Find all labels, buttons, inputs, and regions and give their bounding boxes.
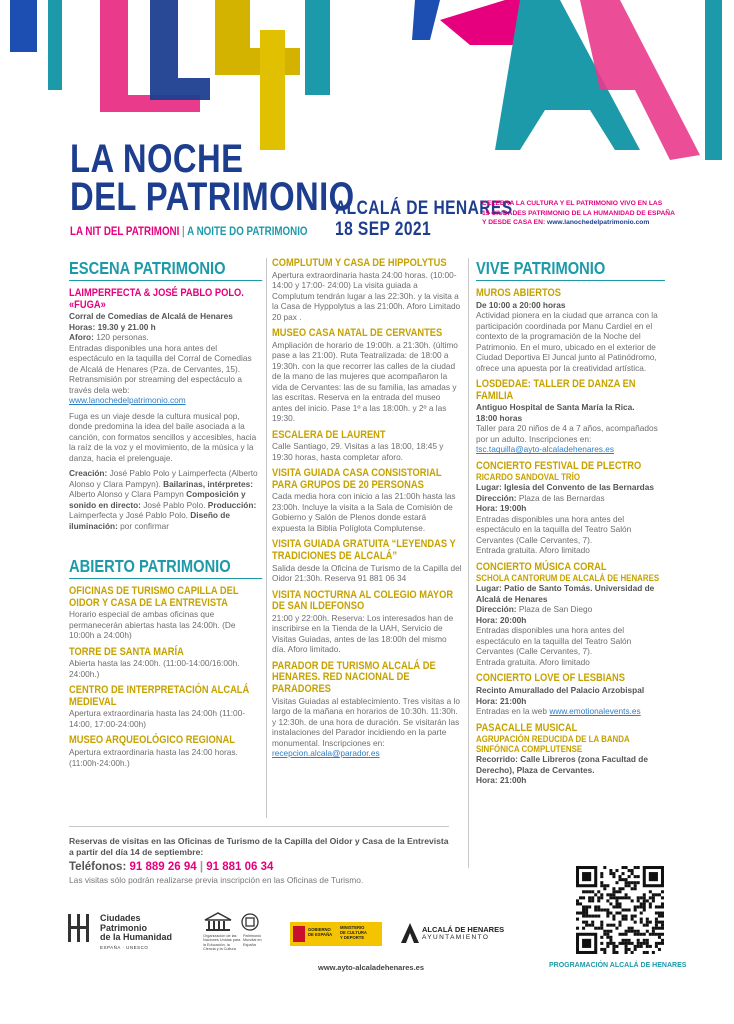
lesbians-hora: Hora: 21:00h bbox=[476, 695, 527, 706]
banner-teal-shape bbox=[305, 0, 330, 95]
escena-aforo: Aforo: 120 personas. bbox=[69, 332, 149, 343]
divider-left bbox=[266, 258, 267, 818]
coral-direccion: Dirección: Plaza de San Diego bbox=[476, 604, 593, 615]
banner-teal-bar bbox=[48, 0, 62, 90]
coral-subtitle: SCHOLA CANTORUM DE ALCALÁ DE HENARES bbox=[476, 573, 660, 584]
vive-section bbox=[476, 258, 664, 786]
losdedae-link[interactable]: tsc.taquilla@ayto-alcaladehenares.es bbox=[476, 444, 615, 455]
promo-line-3: Y DESDE CASA EN: www.lanochedelpatrimonio.com bbox=[482, 219, 650, 226]
world-heritage-icon bbox=[241, 913, 259, 931]
coral-title: CONCIERTO MÚSICA CORAL bbox=[476, 560, 607, 573]
losdedae-venue: Antiguo Hospital de Santa María la Rica. bbox=[476, 402, 635, 413]
vive-title: VIVE PATRIMONIO bbox=[476, 258, 665, 281]
ayuntamiento-line-1: ALCALÁ DE HENARES bbox=[422, 925, 505, 934]
middle-item-3-title: ESCALERA DE LAURENT bbox=[272, 428, 386, 441]
abierto-item-2-title: TORRE DE SANTA MARÍA bbox=[69, 645, 184, 658]
ministerio-line-2: DE CULTURA bbox=[340, 930, 367, 935]
plectro-text-2: Entrada gratuita. Aforo limitado bbox=[476, 545, 590, 556]
middle-item-7-text: Visitas Guiadas al establecimiento. Tres visitas a lo largo de la mañana en horarios de 10:30h. 11:30h. y 12:30h. de una hora de duración. Se visitarán las instalaciones del Parador incidiendo en la parte monumental. Inscripciones en: recepcion.alcala@parador.es bbox=[272, 695, 460, 759]
ciudades-line-3: de la Humanidad bbox=[100, 932, 173, 942]
escena-venue: Corral de Comedias de Alcalá de Henares bbox=[69, 311, 233, 322]
lesbians-text: Entradas en la web www.emotionalevents.es bbox=[476, 706, 641, 717]
abierto-section bbox=[69, 556, 261, 768]
abierto-title: ABIERTO PATRIMONIO bbox=[69, 556, 262, 579]
middle-item-6-text: 21:00 y 22:00h. Reserva: Los interesados han de inscribirse en la Tienda de la UAH, Servicio de Visitas Guiadas, antes de las 18:00h del mismo día. Aforo limitado. bbox=[272, 612, 454, 655]
lesbians-link[interactable]: www.emotionalevents.es bbox=[549, 706, 641, 717]
muros-hours: De 10:00 a 20:00 horas bbox=[476, 299, 566, 310]
losdedae-text: Taller para 20 niños de 4 a 7 años, acompañados por un adulto. Inscripciones en: bbox=[476, 423, 658, 444]
abierto-item-4-title: MUSEO ARQUEOLÓGICO REGIONAL bbox=[69, 734, 235, 747]
ayuntamiento-a-icon bbox=[400, 922, 420, 944]
abierto-item-1-title: OFICINAS DE TURISMO CAPILLA DEL OIDOR Y CASA DE LA ENTREVISTA bbox=[69, 585, 239, 609]
middle-item-2-text: Ampliación de horario de 19:00h. a 21:30h. (último pase a las 21:00). Ruta Teatralizada: de 18:00 a 19:30h. con la que recorrer las calles de la ciudad de la mano de las mujeres que acompañaron la vida de Cervantes: las de su familia, las amadas y las escritas. Reserva en la entrada del museo antes del inicio. Pase 1º a las 18:00h. y 2º a las 19:30. bbox=[272, 339, 458, 424]
banner-blue-block bbox=[10, 0, 37, 52]
footer-web[interactable]: www.ayto-alcaladehenares.es bbox=[318, 963, 425, 972]
ciudades-line-2: Patrimonio bbox=[100, 922, 148, 933]
abierto-item-2-text: Abierta hasta las 24:00h. (11:00-14:00/16:00h. 24:00h.) bbox=[69, 658, 240, 679]
divider-right bbox=[468, 258, 469, 868]
ciudades-emblem-icon bbox=[66, 912, 92, 944]
logo-unesco bbox=[203, 912, 278, 954]
parador-email-link[interactable]: recepcion.alcala@parador.es bbox=[272, 748, 380, 759]
pasacalle-subtitle: AGRUPACIÓN REDUCIDA DE LA BANDA SINFÓNICA COMPLUTENSE bbox=[476, 734, 630, 755]
footer-reservas bbox=[69, 836, 449, 886]
subtitle-galician: A NOITE DO PATRIMONIO bbox=[187, 226, 308, 238]
promo-line-1: CELEBRA LA CULTURA Y EL PATRIMONIO VIVO EN LAS bbox=[482, 200, 663, 207]
pasacalle-title: PASACALLE MUSICAL bbox=[476, 721, 578, 734]
title-line-1: LA NOCHE bbox=[70, 137, 244, 181]
logo-gobierno-ministerio bbox=[290, 922, 382, 946]
abierto-item-3-text: Apertura extraordinaria hasta las 24:00h (11:00-14:00, 17:00-24:00h) bbox=[69, 708, 246, 729]
subtitle-languages bbox=[70, 226, 308, 238]
phone-2[interactable]: 91 881 06 34 bbox=[206, 861, 274, 873]
reservas-text: Reservas de visitas en las Oficinas de Turismo de la Capilla del Oidor y Casa de la Entrevista a partir del día 14 de septiembre: bbox=[69, 836, 449, 857]
ciudades-line-1: Ciudades bbox=[100, 913, 141, 923]
banner-magenta-a bbox=[580, 0, 700, 160]
footer-note: Las visitas sólo podrán realizarse previa inscripción en las Oficinas de Turismo. bbox=[69, 875, 364, 885]
unesco-caption: Organización de las Naciones Unidas para la Educación, la Ciencia y la Cultura bbox=[203, 934, 241, 952]
ministerio-line-3: Y DEPORTE bbox=[340, 935, 365, 940]
middle-item-2-title: MUSEO CASA NATAL DE CERVANTES bbox=[272, 327, 443, 340]
logo-ayuntamiento bbox=[400, 920, 505, 950]
plectro-text: Entradas disponibles una hora antes del espectáculo en la taquilla del Teatro Salón Cervantes (Calle Cervantes, 7). bbox=[476, 513, 632, 545]
middle-item-4-text: Cada media hora con inicio a las 21:00h hasta las 23:00h. Incluye la visita a la Sala de Comisión de Gobierno y Salón de Plenos donde estará expuesta la Biblia Políglota Complutense. bbox=[272, 491, 456, 533]
subtitle-catalan: LA NIT DEL PATRIMONI bbox=[70, 226, 180, 238]
abierto-item-1-text: Horario especial de ambas oficinas que permanecerán abiertas hasta las 24:00h. (De 10:00h a 24:00h) bbox=[69, 609, 236, 641]
coral-hora: Hora: 20:00h bbox=[476, 614, 527, 625]
banner-yellow-block bbox=[260, 30, 285, 150]
escena-description: Fuga es un viaje desde la cultura musical pop, donde predomina la idea del baile asociada a la canción, con formatos sencillos y accesibles, hacia la raíz de la voz y el movimiento, de la música y la danza, hacia el prelenguaje. bbox=[69, 410, 257, 463]
escena-show-title: LAIMPERFECTA & JOSÉ PABLO POLO. «FUGA» bbox=[69, 287, 244, 311]
plectro-title: CONCIERTO FESTIVAL DE PLECTRO bbox=[476, 459, 642, 472]
middle-item-3-text: Calle Santiago, 29. Visitas a las 18:00, 18:45 y 19:30 horas, hasta completar aforo. bbox=[272, 441, 444, 462]
pasacalle-recorrido: Recorrido: Calle Libreros (zona Facultad de Derecho), Plaza de Cervantes. bbox=[476, 754, 648, 775]
muros-title: MUROS ABIERTOS bbox=[476, 287, 561, 299]
qr-code[interactable] bbox=[576, 866, 664, 954]
promo-line-2: 15 CIUDADES PATRIMONIO DE LA HUMANIDAD DE ESPAÑA bbox=[482, 209, 675, 217]
middle-item-7-title: PARADOR DE TURISMO ALCALÁ DE HENARES. RED NACIONAL DE PARADORES bbox=[272, 659, 436, 696]
spain-shield-icon bbox=[293, 926, 305, 942]
losdedae-hours: 18:00 horas bbox=[476, 412, 523, 423]
middle-item-4-title: VISITA GUIADA CASA CONSISTORIAL PARA GRUPOS DE 20 PERSONAS bbox=[272, 467, 442, 491]
escena-credits: Creación: José Pablo Polo y Laimperfecta (Alberto Alonso y Clara Pampyn). Bailarinas, intérpretes: Alberto Alonso y Clara Pampyn Composición y sonido en directo: José Pablo Polo. Producción: Laimperfecta y José Pablo Polo. Diseño de iluminación: por confirmar bbox=[69, 468, 258, 531]
banner-yellow-shape bbox=[215, 0, 300, 75]
escena-section bbox=[69, 258, 261, 531]
escena-hours: Horas: 19.30 y 21.00 h bbox=[69, 321, 156, 332]
coral-text-2: Entrada gratuita. Aforo limitado bbox=[476, 656, 590, 667]
promo-url[interactable]: www.lanochedelpatrimonio.com bbox=[547, 219, 650, 226]
middle-item-5-text: Salida desde la Oficina de Turismo de la Capilla del Oidor 21:30h. Reserva 91 881 06 34 bbox=[272, 562, 462, 584]
logo-ciudades-patrimonio bbox=[66, 912, 196, 952]
middle-item-6-title: VISITA NOCTURNA AL COLEGIO MAYOR DE SAN ILDEFONSO bbox=[272, 588, 454, 613]
banner-navy-bar bbox=[705, 0, 722, 160]
gobierno-line-2: DE ESPAÑA bbox=[308, 932, 333, 937]
plectro-lugar: Lugar: Iglesia del Convento de las Bernardas bbox=[476, 482, 654, 493]
abierto-item-4-text: Apertura extraordinaria hasta las 24:00 horas. (11:00h-24:00h.) bbox=[69, 747, 238, 768]
banner-blue-shard bbox=[412, 0, 440, 40]
qr-caption: PROGRAMACIÓN ALCALÁ DE HENARES bbox=[549, 962, 687, 969]
escena-link[interactable]: www.lanochedelpatrimonio.com bbox=[69, 395, 186, 406]
telefonos: Teléfonos: 91 889 26 94 | 91 881 06 34 bbox=[69, 861, 274, 873]
ministerio-line-1: MINISTERIO bbox=[340, 925, 365, 930]
middle-item-1-title: COMPLUTUM Y CASA DE HIPPOLYTUS bbox=[272, 257, 447, 269]
ciudades-line-4: ESPAÑA · UNESCO bbox=[100, 944, 149, 950]
abierto-item-3-title: CENTRO DE INTERPRETACIÓN ALCALÁ MEDIEVAL bbox=[69, 684, 250, 708]
unesco-temple-icon bbox=[203, 912, 233, 932]
gobierno-line-1: GOBIERNO bbox=[308, 927, 331, 932]
pasacalle-hora: Hora: 21:00h bbox=[476, 775, 527, 786]
escena-entradas: Entradas disponibles una hora antes del espectáculo en la taquilla del Corral de Comedias de Alcalá de Henares (Pza. de Cervantes, 15). Retransmisión por streaming del espectáculo a través dela web: bbox=[69, 342, 252, 395]
plectro-direccion: Dirección: Plaza de las Bernardas bbox=[476, 492, 605, 503]
losdedae-title: LOSDEDAE: TALLER DE DANZA EN FAMILIA bbox=[476, 378, 636, 402]
plectro-subtitle: RICARDO SANDOVAL TRÍO bbox=[476, 472, 580, 483]
coral-text: Entradas disponibles una hora antes del espectáculo en la taquilla del Teatro Salón Cervantes (Calle Cervantes, 7). bbox=[476, 625, 632, 657]
world-heritage-caption: Patrimonio Mundial en España bbox=[243, 934, 262, 947]
middle-item-5-title: VISITA GUIADA GRATUITA “LEYENDAS Y TRADICIONES DE ALCALÁ” bbox=[272, 538, 456, 563]
qr-code-graphic bbox=[576, 866, 664, 954]
escena-title: ESCENA PATRIMONIO bbox=[69, 258, 262, 281]
event-date: 18 SEP 2021 bbox=[335, 219, 432, 240]
plectro-hora: Hora: 19:00h bbox=[476, 503, 527, 514]
muros-text: Actividad pionera en la ciudad que arranca con la participación coordinada por Manu Cardiel en el contexto de la programación de la Noche del Patrimonio. En el muro, ubicado en el exterior de Ciudad Deportiva El Juncal junto al Patinódromo, ofrece una apuesta por la creatividad artística. bbox=[476, 310, 658, 373]
coral-lugar: Lugar: Patio de Santo Tomás. Universidad de Alcalá de Henares bbox=[476, 583, 655, 604]
title-line-2: DEL PATRIMONIO bbox=[70, 175, 355, 219]
lesbians-title: CONCIERTO LOVE OF LESBIANS bbox=[476, 672, 626, 685]
middle-section bbox=[272, 258, 462, 759]
city-name: ALCALÁ DE HENARES bbox=[335, 198, 513, 219]
banner-navy-shape bbox=[150, 0, 210, 100]
middle-item-1-text: Apertura extraordinaria hasta 24:00 horas. (10:00-14:00 y 17:00- 24:00) La visita guiada a Complutum tendrán lugar a las 22:30h. y la visita a la Casa de Hyppolytus a las 21:00h. Aforo Limitado 20 pax . bbox=[272, 269, 461, 322]
phone-1[interactable]: 91 889 26 94 bbox=[129, 861, 197, 873]
promo-text bbox=[482, 199, 732, 228]
ayuntamiento-line-2: AYUNTAMIENTO bbox=[422, 934, 490, 941]
lesbians-venue: Recinto Amurallado del Palacio Arzobispal bbox=[476, 685, 645, 696]
footer-divider bbox=[69, 826, 449, 827]
subtitle-separator: | bbox=[182, 226, 185, 238]
